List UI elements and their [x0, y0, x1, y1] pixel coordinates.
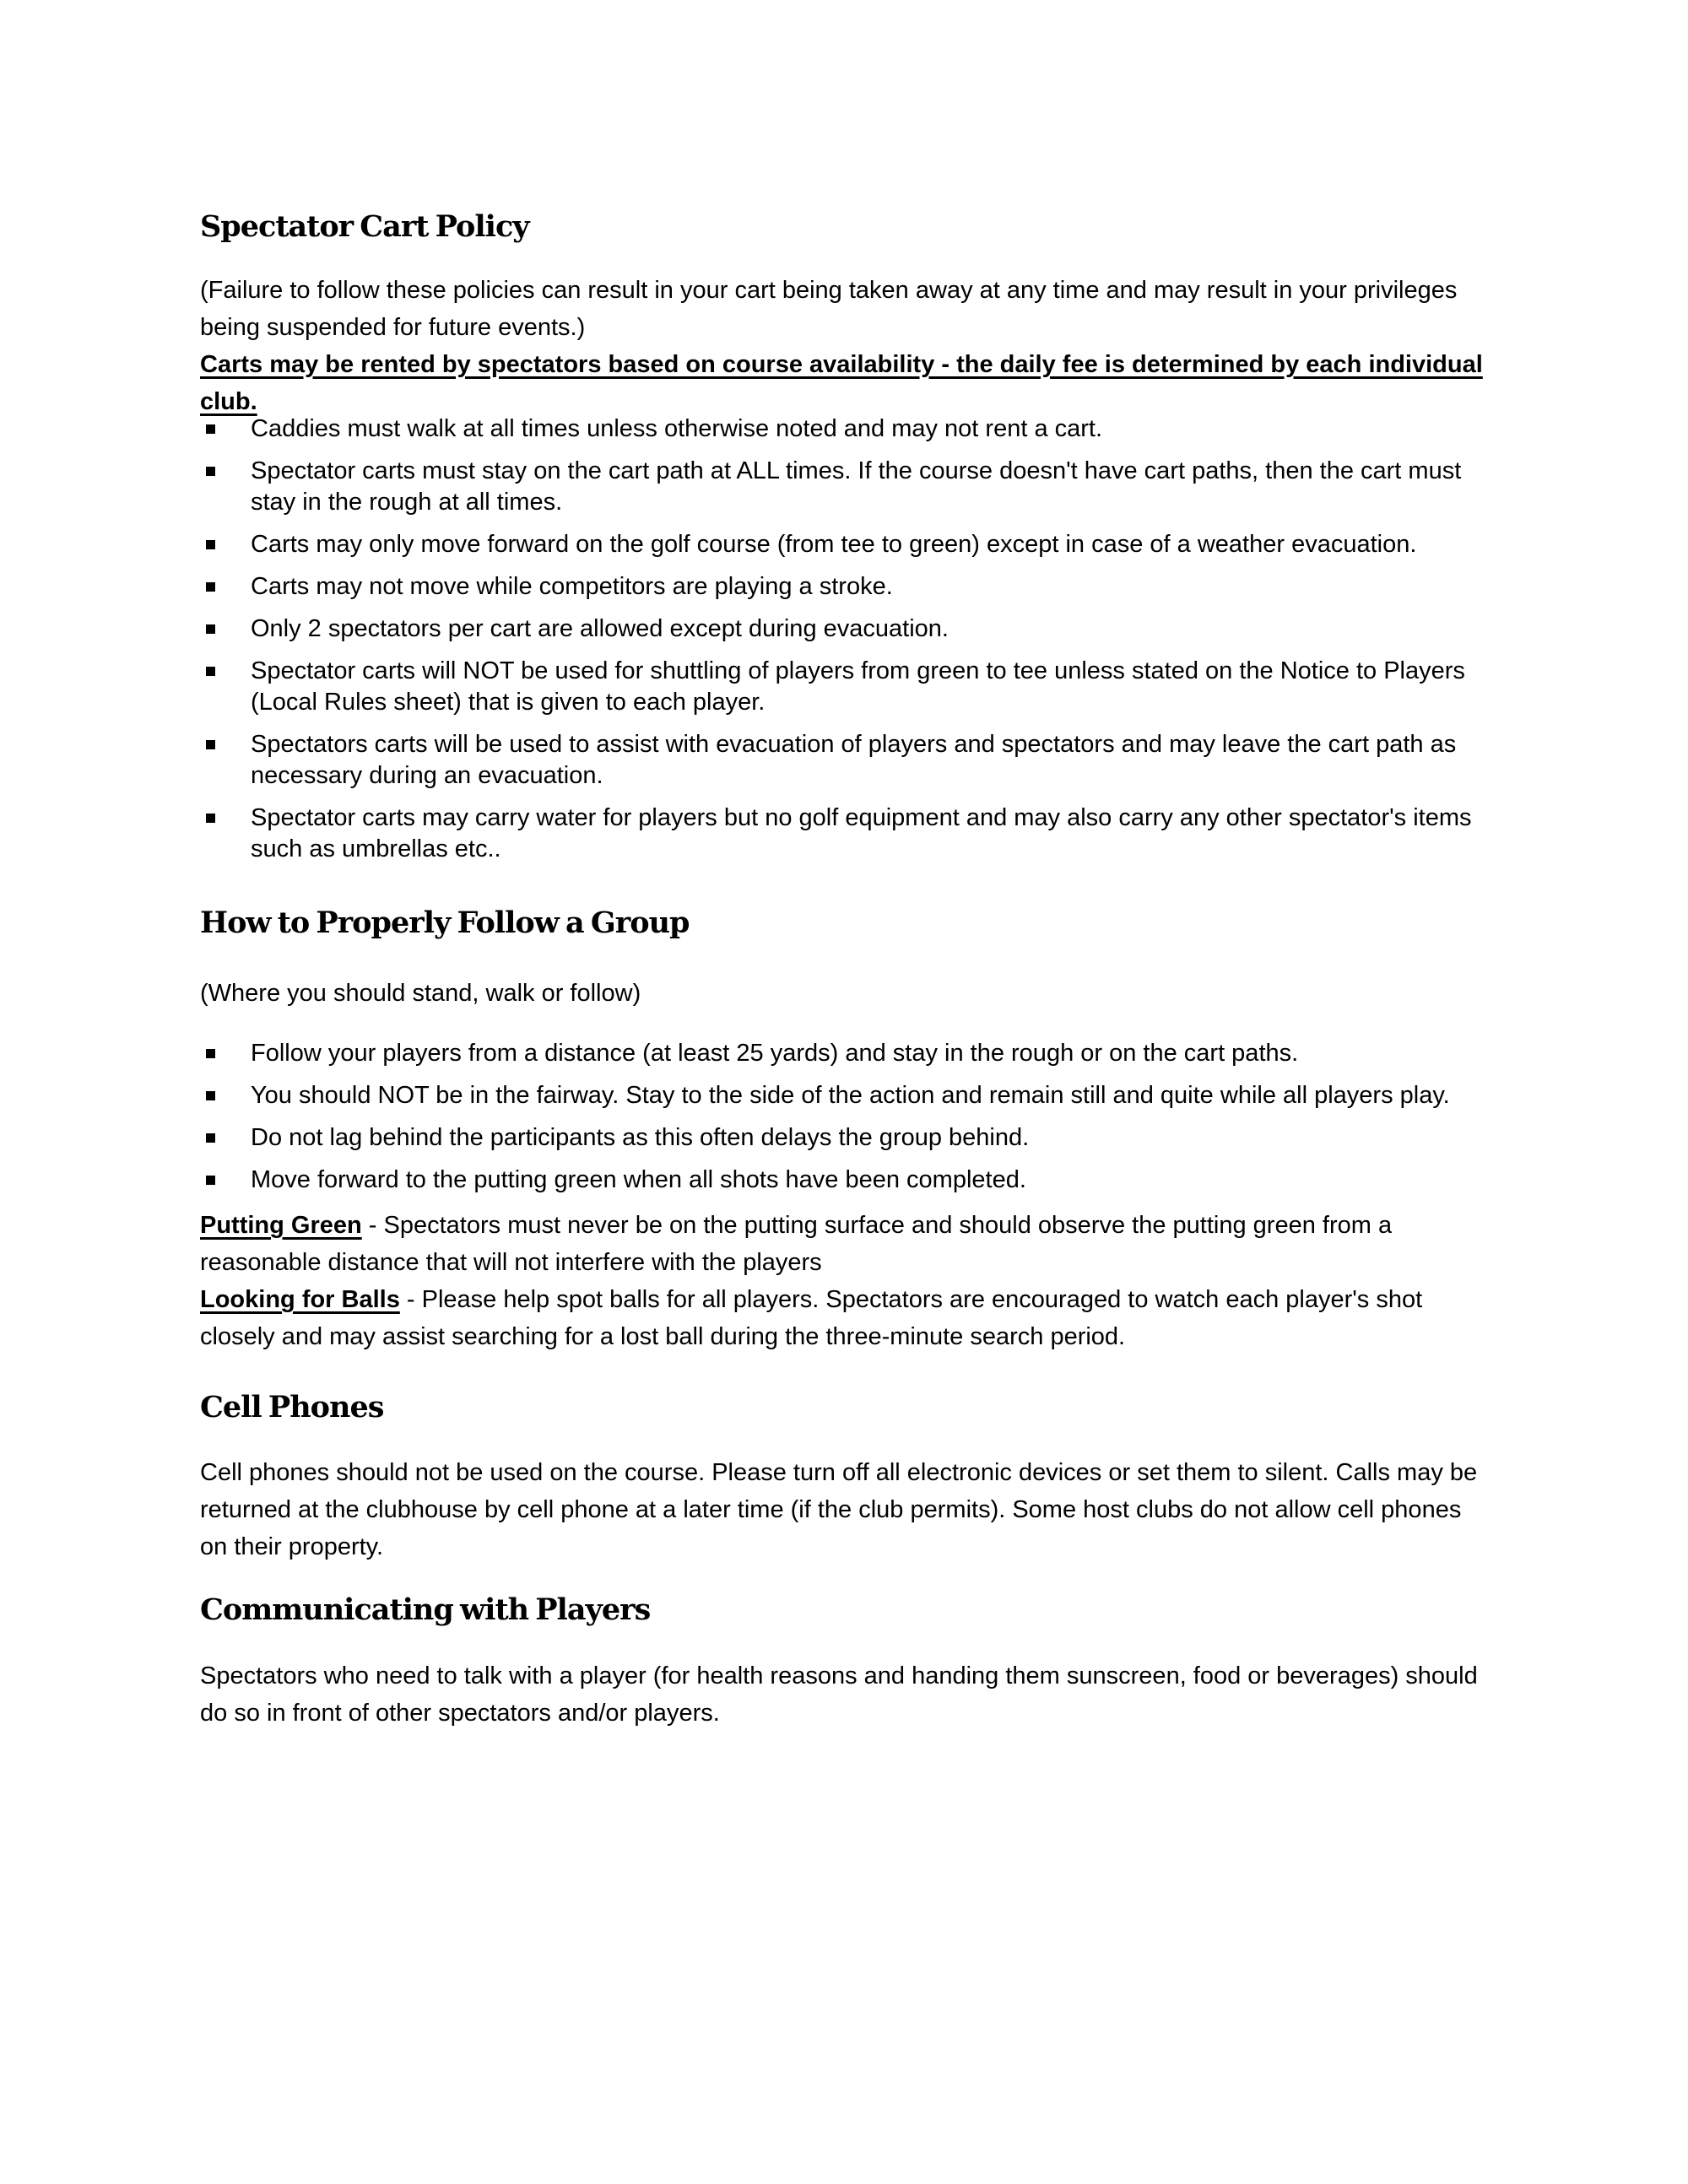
bullet-text: Carts may only move forward on the golf course (from tee to green) except in case of a weather evacuation. — [251, 531, 1417, 558]
bullet-text: Only 2 spectators per cart are allowed except during evacuation. — [251, 615, 949, 642]
bullet-text: Carts may not move while competitors are playing a stroke. — [251, 573, 893, 600]
paragraph-putting-green — [200, 1207, 1488, 1281]
bullet-square-icon — [206, 814, 215, 823]
heading-spectator-cart-policy: Spectator Cart Policy — [200, 209, 529, 244]
bullet-text: Do not lag behind the participants as this often delays the group behind. — [251, 1124, 1030, 1151]
paragraph-communicating: Spectators who need to talk with a player (for health reasons and handing them sunscreen, food or beverages) should do so in front of other spectators and/or players. — [200, 1662, 1478, 1727]
bullet-square-icon — [206, 1176, 215, 1185]
bullet-item — [200, 1165, 1488, 1196]
bullet-text: You should NOT be in the fairway. Stay to the side of the action and remain still and quite while all players play. — [251, 1082, 1450, 1109]
paragraph-carts-rented: Carts may be rented by spectators based on course availability - the daily fee is determined by each individual club. — [200, 351, 1483, 415]
bullet-item — [200, 529, 1488, 560]
heading-cell-phones: Cell Phones — [200, 1390, 384, 1424]
paragraph-failure-notice: (Failure to follow these policies can result in your cart being taken away at any time and may result in your privileges being suspended for future events.) — [200, 277, 1458, 341]
bullet-square-icon — [206, 1049, 215, 1058]
bullet-item — [200, 656, 1488, 718]
bullet-square-icon — [206, 424, 215, 434]
heading-communicating-with-players: Communicating with Players — [200, 1592, 651, 1627]
bullet-text: Move forward to the putting green when all shots have been completed. — [251, 1166, 1026, 1193]
bullet-item — [200, 456, 1488, 518]
bullet-item — [200, 1038, 1488, 1069]
bullet-text: Caddies must walk at all times unless otherwise noted and may not rent a cart. — [251, 415, 1103, 442]
follow-group-bullet-list — [200, 1038, 1488, 1196]
putting-green-lead: Putting Green — [200, 1212, 362, 1239]
bullet-text: Spectators carts will be used to assist with evacuation of players and spectators and may leave the cart path as necessary during an evacuation. — [251, 731, 1457, 789]
putting-green-text: - Spectators must never be on the putting surface and should observe the putting green from a reasonable distance that will not interfere with the players — [200, 1212, 1393, 1276]
bullet-item — [200, 571, 1488, 603]
bullet-text: Spectator carts may carry water for players but no golf equipment and may also carry any other spectator's items such as umbrellas etc.. — [251, 804, 1472, 862]
bullet-item — [200, 614, 1488, 645]
bullet-item — [200, 1080, 1488, 1111]
bullet-item — [200, 803, 1488, 865]
looking-for-balls-text: - Please help spot balls for all players. Spectators are encouraged to watch each player's shot closely and may assist searching for a lost ball during the three-minute search period. — [200, 1286, 1423, 1350]
bullet-item — [200, 1122, 1488, 1154]
bullet-item — [200, 414, 1488, 445]
bullet-square-icon — [206, 667, 215, 676]
bullet-square-icon — [206, 1091, 215, 1100]
bullet-square-icon — [206, 624, 215, 634]
bullet-text: Spectator carts will NOT be used for shuttling of players from green to tee unless stated on the Notice to Players (Local Rules sheet) that is given to each player. — [251, 657, 1465, 716]
bullet-item — [200, 729, 1488, 792]
bullet-text: Follow your players from a distance (at least 25 yards) and stay in the rough or on the cart paths. — [251, 1040, 1299, 1067]
bullet-square-icon — [206, 467, 215, 476]
bullet-text: Spectator carts must stay on the cart path at ALL times. If the course doesn't have cart paths, then the cart must stay in the rough at all times. — [251, 457, 1462, 516]
paragraph-cell-phones: Cell phones should not be used on the course. Please turn off all electronic devices or set them to silent. Calls may be returned at the clubhouse by cell phone at a later time (if the club permits). Some host clubs do not allow cell phones on their property. — [200, 1459, 1478, 1560]
paragraph-looking-for-balls — [200, 1281, 1488, 1355]
cart-policy-bullet-list — [200, 414, 1488, 865]
bullet-square-icon — [206, 582, 215, 592]
paragraph-where-to-stand: (Where you should stand, walk or follow) — [200, 980, 641, 1007]
bullet-square-icon — [206, 1133, 215, 1143]
looking-for-balls-lead: Looking for Balls — [200, 1286, 400, 1313]
bullet-square-icon — [206, 540, 215, 549]
bullet-square-icon — [206, 740, 215, 749]
heading-how-to-follow-group: How to Properly Follow a Group — [200, 905, 690, 940]
